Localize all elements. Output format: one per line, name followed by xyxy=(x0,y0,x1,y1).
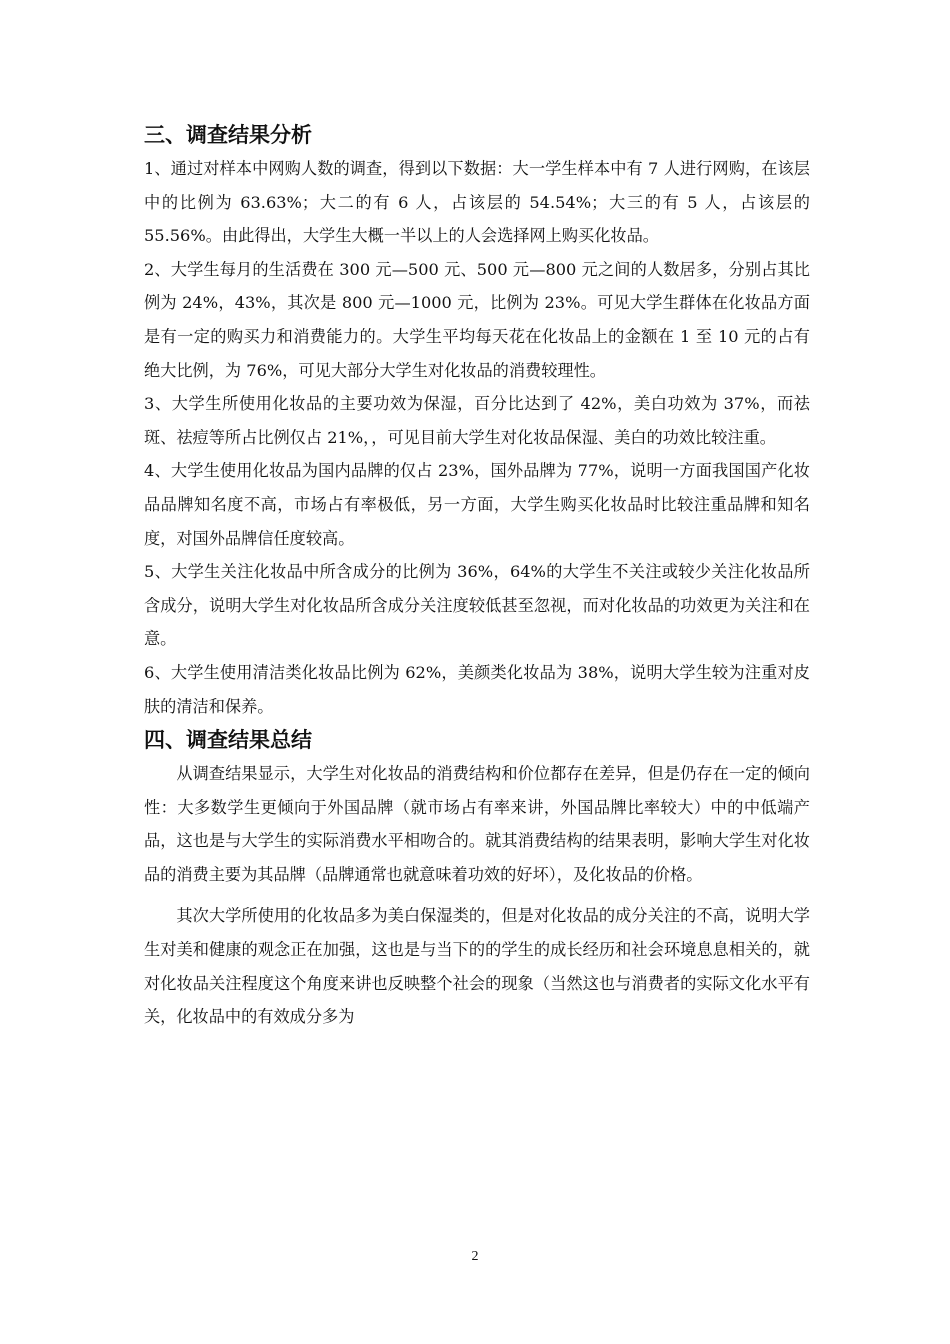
document-page xyxy=(144,118,810,1034)
section-heading-summary: 四、调查结果总结 xyxy=(144,728,312,753)
analysis-paragraph-1: 1、通过对样本中网购人数的调查，得到以下数据：大一学生样本中有 7 人进行网购，在该层中的比例为 63.63%；大二的有 6 人，占该层的 54.54%；大三的有 5 人，占该层的 55.56%。由此得出，大学生大概一半以上的人会选择网上购买化妆品。 xyxy=(144,159,810,246)
analysis-paragraph-3: 3、大学生所使用化妆品的主要功效为保湿，百分比达到了 42%，美白功效为 37%，而祛斑、祛痘等所占比例仅占 21%，，可见目前大学生对化妆品保湿、美白的功效比较注重。 xyxy=(144,394,810,447)
paragraph-spacer xyxy=(144,891,810,899)
analysis-paragraph-4: 4、大学生使用化妆品为国内品牌的仅占 23%，国外品牌为 77%，说明一方面我国国产化妆品品牌知名度不高，市场占有率极低，另一方面，大学生购买化妆品时比较注重品牌和知名度，对国外品牌信任度较高。 xyxy=(144,461,810,548)
analysis-paragraph-2: 2、大学生每月的生活费在 300 元—500 元、500 元—800 元之间的人数居多，分别占其比例为 24%，43%，其次是 800 元—1000 元，比例为 23%。可见大学生群体在化妆品方面是有一定的购买力和消费能力的。大学生平均每天花在化妆品上的金额在 1 至 10 元的占有绝大比例，为 76%，可见大部分大学生对化妆品的消费较理性。 xyxy=(144,259,810,380)
analysis-paragraph-6: 6、大学生使用清洁类化妆品比例为 62%，美颜类化妆品为 38%，说明大学生较为注重对皮肤的清洁和保养。 xyxy=(144,662,810,716)
summary-paragraph-2: 其次大学所使用的化妆品多为美白保湿类的，但是对化妆品的成分关注的不高，说明大学生对美和健康的观念正在加强，这也是与当下的的学生的成长经历和社会环境息息相关的，就对化妆品关注程度这个角度来讲也反映整个社会的现象（当然这也与消费者的实际文化水平有关，化妆品中的有效成分多为 xyxy=(144,906,810,1027)
summary-paragraph-1: 从调查结果显示，大学生对化妆品的消费结构和价位都存在差异，但是仍存在一定的倾向性：大多数学生更倾向于外国品牌（就市场占有率来讲，外国品牌比率较大）中的中低端产品，这也是与大学生的实际消费水平相吻合的。就其消费结构的结果表明，影响大学生对化妆品的消费主要为其品牌（品牌通常也就意味着功效的好坏），及化妆品的价格。 xyxy=(144,764,810,884)
section-heading-analysis: 三、调查结果分析 xyxy=(144,123,312,147)
analysis-paragraph-5: 5、大学生关注化妆品中所含成分的比例为 36%，64%的大学生不关注或较少关注化妆品所含成分，说明大学生对化妆品所含成分关注度较低甚至忽视，而对化妆品的功效更为关注和在意。 xyxy=(144,562,810,649)
page-number: 2 xyxy=(471,1249,479,1264)
